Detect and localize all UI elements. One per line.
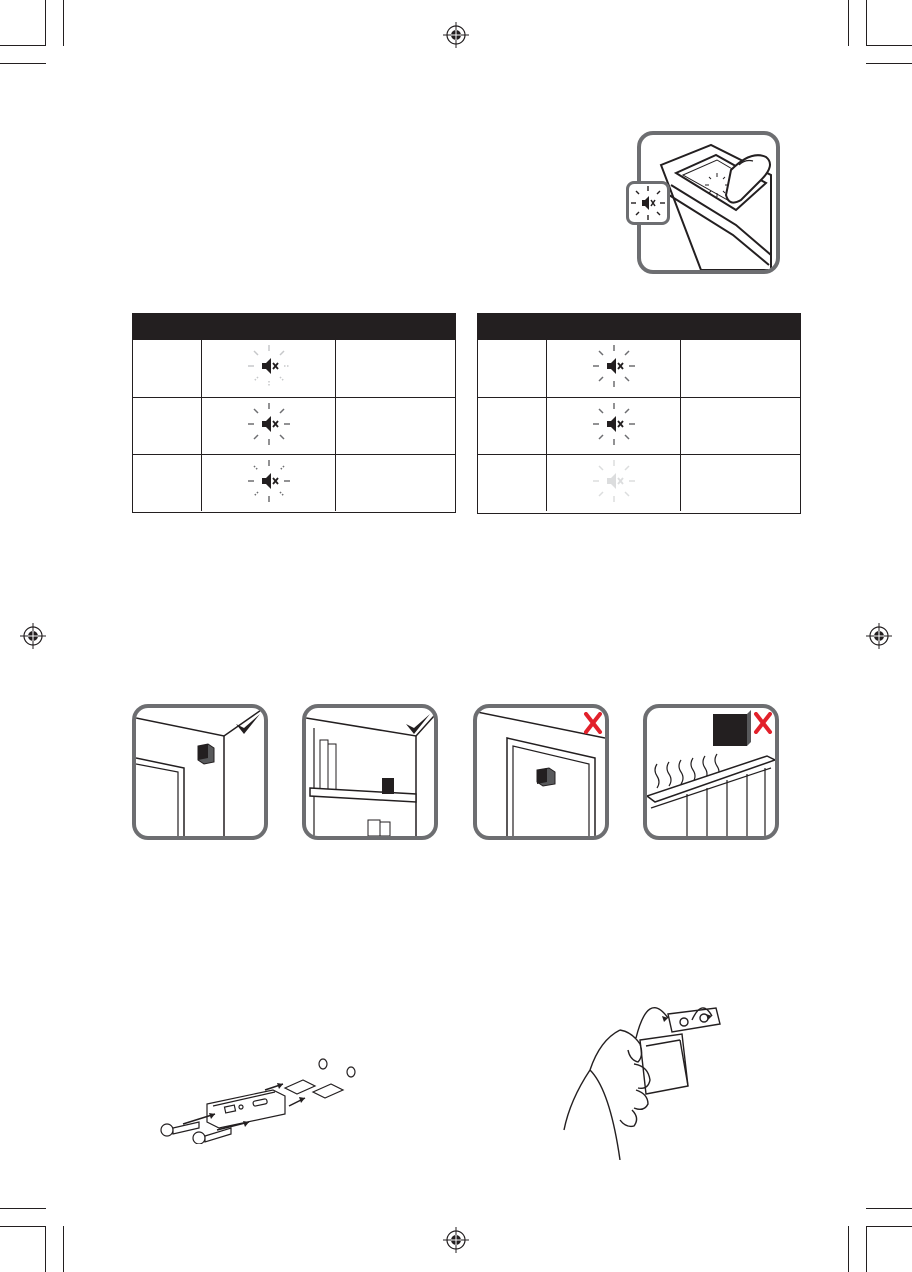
- row-description: [681, 340, 800, 397]
- table-row: [478, 454, 800, 511]
- mute-light-icon: [591, 458, 637, 509]
- registration-mark-bottom: [443, 1227, 469, 1253]
- row-description: [336, 398, 455, 454]
- row-label: [133, 455, 202, 511]
- table-row: [478, 340, 800, 397]
- mute-light-icon: [246, 458, 292, 509]
- mute-button-callout: [626, 181, 670, 225]
- row-description: [681, 455, 800, 511]
- row-description: [336, 455, 455, 511]
- table-header: [478, 314, 800, 340]
- hand-attaching-device-illustration: [560, 990, 730, 1160]
- registration-mark-right: [866, 623, 892, 649]
- mute-status-table-left: [132, 313, 456, 513]
- cross-icon: [753, 712, 773, 734]
- table-row: [133, 397, 455, 454]
- table-header: [133, 314, 455, 340]
- placement-above-radiator-panel: [643, 704, 779, 840]
- check-icon: [404, 712, 432, 736]
- row-label: [133, 340, 202, 397]
- table-row: [133, 454, 455, 511]
- row-label: [478, 340, 547, 397]
- table-row: [478, 397, 800, 454]
- mute-status-table-right: [477, 313, 801, 514]
- row-description: [336, 340, 455, 397]
- placement-ceiling-corner-panel: [132, 704, 268, 840]
- table-row: [133, 340, 455, 397]
- placement-bookshelf-panel: [302, 704, 438, 840]
- row-label: [478, 398, 547, 454]
- placement-door-frame-panel: [473, 704, 609, 840]
- mute-light-icon: [591, 343, 637, 394]
- row-label: [133, 398, 202, 454]
- mounting-bracket-screws-illustration: [155, 1052, 370, 1144]
- row-label: [478, 455, 547, 511]
- row-description: [681, 398, 800, 454]
- mute-light-icon: [246, 343, 292, 394]
- check-icon: [234, 712, 262, 736]
- mute-light-icon: [246, 401, 292, 452]
- cross-icon: [583, 712, 603, 734]
- registration-mark-top: [443, 22, 469, 48]
- registration-mark-left: [20, 623, 46, 649]
- mute-light-icon: [591, 401, 637, 452]
